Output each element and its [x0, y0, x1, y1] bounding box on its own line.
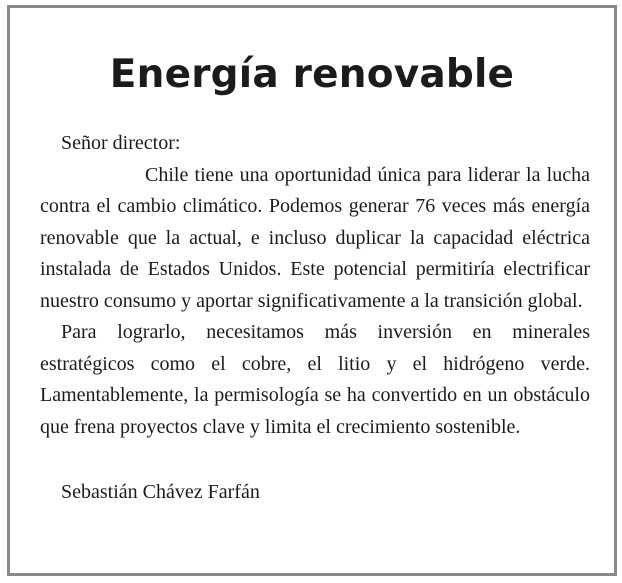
paragraph-2: Para lograrlo, necesitamos más inversión en minerales estratégicos como el cobre, el litio y el hidrógeno verde. Lamentablemente, la permisología se ha convertido en un obstáculo que frena proyectos clave y limita el crecimiento sostenible.	[40, 321, 590, 438]
paragraph-1: Chile tiene una oportunidad única para liderar la lucha contra el cambio climático. Podemos generar 76 veces más energía renovable que la actual, e incluso duplicar la capacidad eléctrica instalada de Estados Unidos. Este potencial permitiría electrificar nuestro consumo y aportar significativamente a la transición global.	[40, 163, 590, 312]
article-title: Energía renovable	[109, 52, 515, 97]
signature: Sebastián Chávez Farfán	[61, 481, 260, 503]
letter-body	[40, 128, 590, 509]
article-frame	[7, 5, 617, 576]
salutation: Señor director:	[61, 132, 181, 154]
